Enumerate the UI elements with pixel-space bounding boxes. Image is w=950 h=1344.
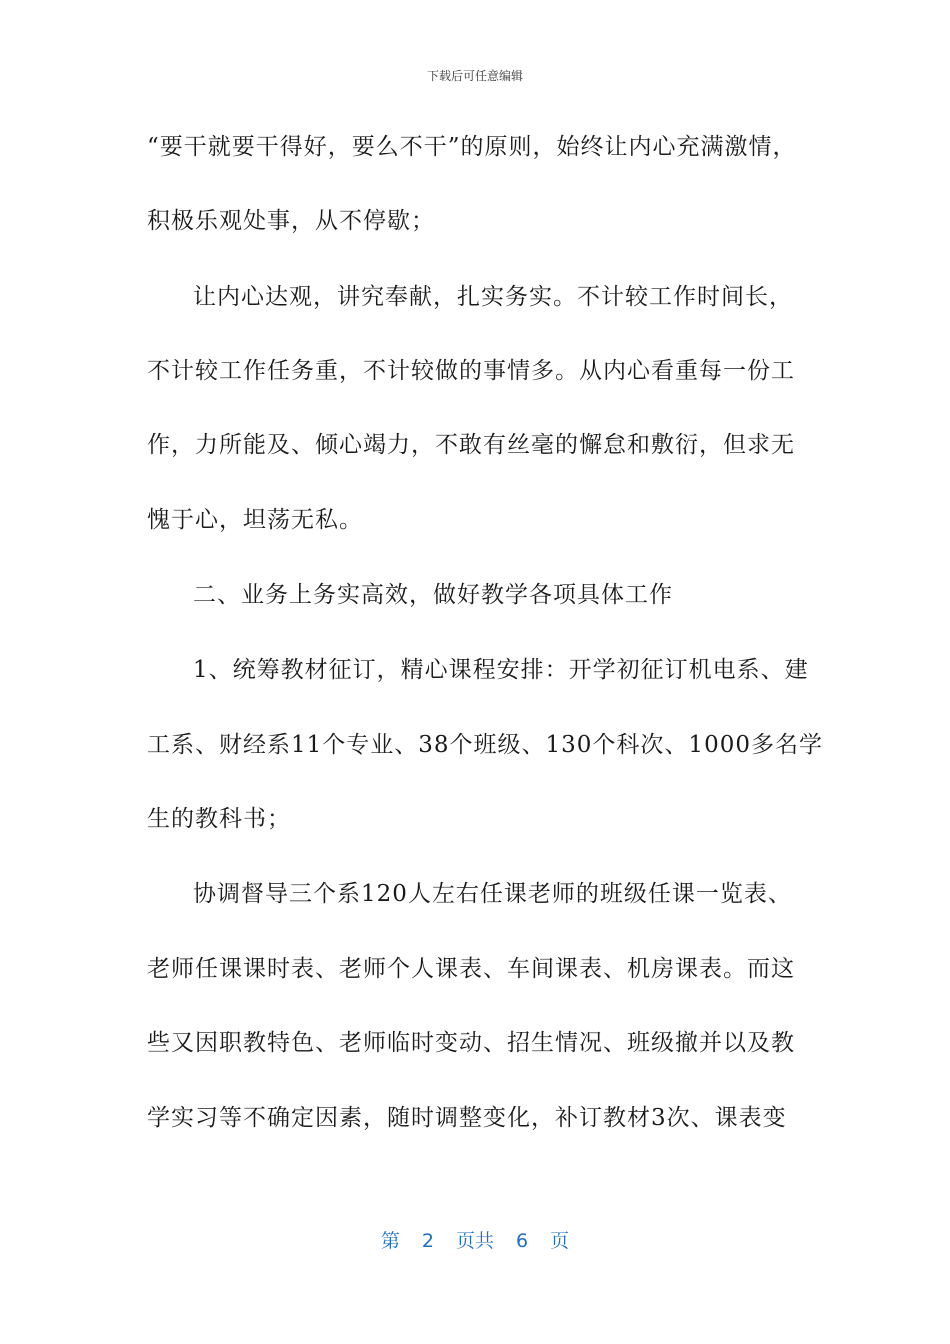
body-text-line: 积极乐观处事，从不停歇； [147,208,435,234]
page-number-suffix: 页 [550,1230,570,1252]
total-pages-number: 6 [516,1230,529,1252]
body-text-line: 1、统筹教材征订，精心课程安排：开学初征订机电系、建 [193,657,809,683]
body-text-line: 学实习等不确定因素，随时调整变化，补订教材3次、课表变 [147,1105,787,1131]
current-page-number: 2 [421,1230,434,1252]
body-text-line: 不计较工作任务重，不计较做的事情多。从内心看重每一份工 [147,358,795,384]
page-number-mid: 页共 [455,1230,494,1252]
page-header-note: 下载后可任意编辑 [426,69,523,83]
body-text-line: “要干就要干得好，要么不干”的原则，始终让内心充满激情， [147,134,797,160]
body-text-line: 些又因职教特色、老师临时变动、招生情况、班级撤并以及教 [147,1030,795,1056]
page-number-prefix: 第 [380,1230,400,1252]
body-text-line: 让内心达观，讲究奉献，扎实务实。不计较工作时间长， [193,284,793,310]
body-text-line: 愧于心，坦荡无私。 [147,507,363,533]
body-text-line: 协调督导三个系120人左右任课老师的班级任课一览表、 [193,881,792,907]
page-footer [0,1226,950,1253]
body-text-line: 生的教科书； [147,806,291,832]
section-heading: 二、业务上务实高效，做好教学各项具体工作 [193,582,673,608]
body-text-line: 工系、财经系11个专业、38个班级、130个科次、1000多名学 [147,732,823,758]
body-text-line: 老师任课课时表、老师个人课表、车间课表、机房课表。而这 [147,956,795,982]
body-text-line: 作，力所能及、倾心竭力，不敢有丝毫的懈怠和敷衍，但求无 [147,432,795,458]
